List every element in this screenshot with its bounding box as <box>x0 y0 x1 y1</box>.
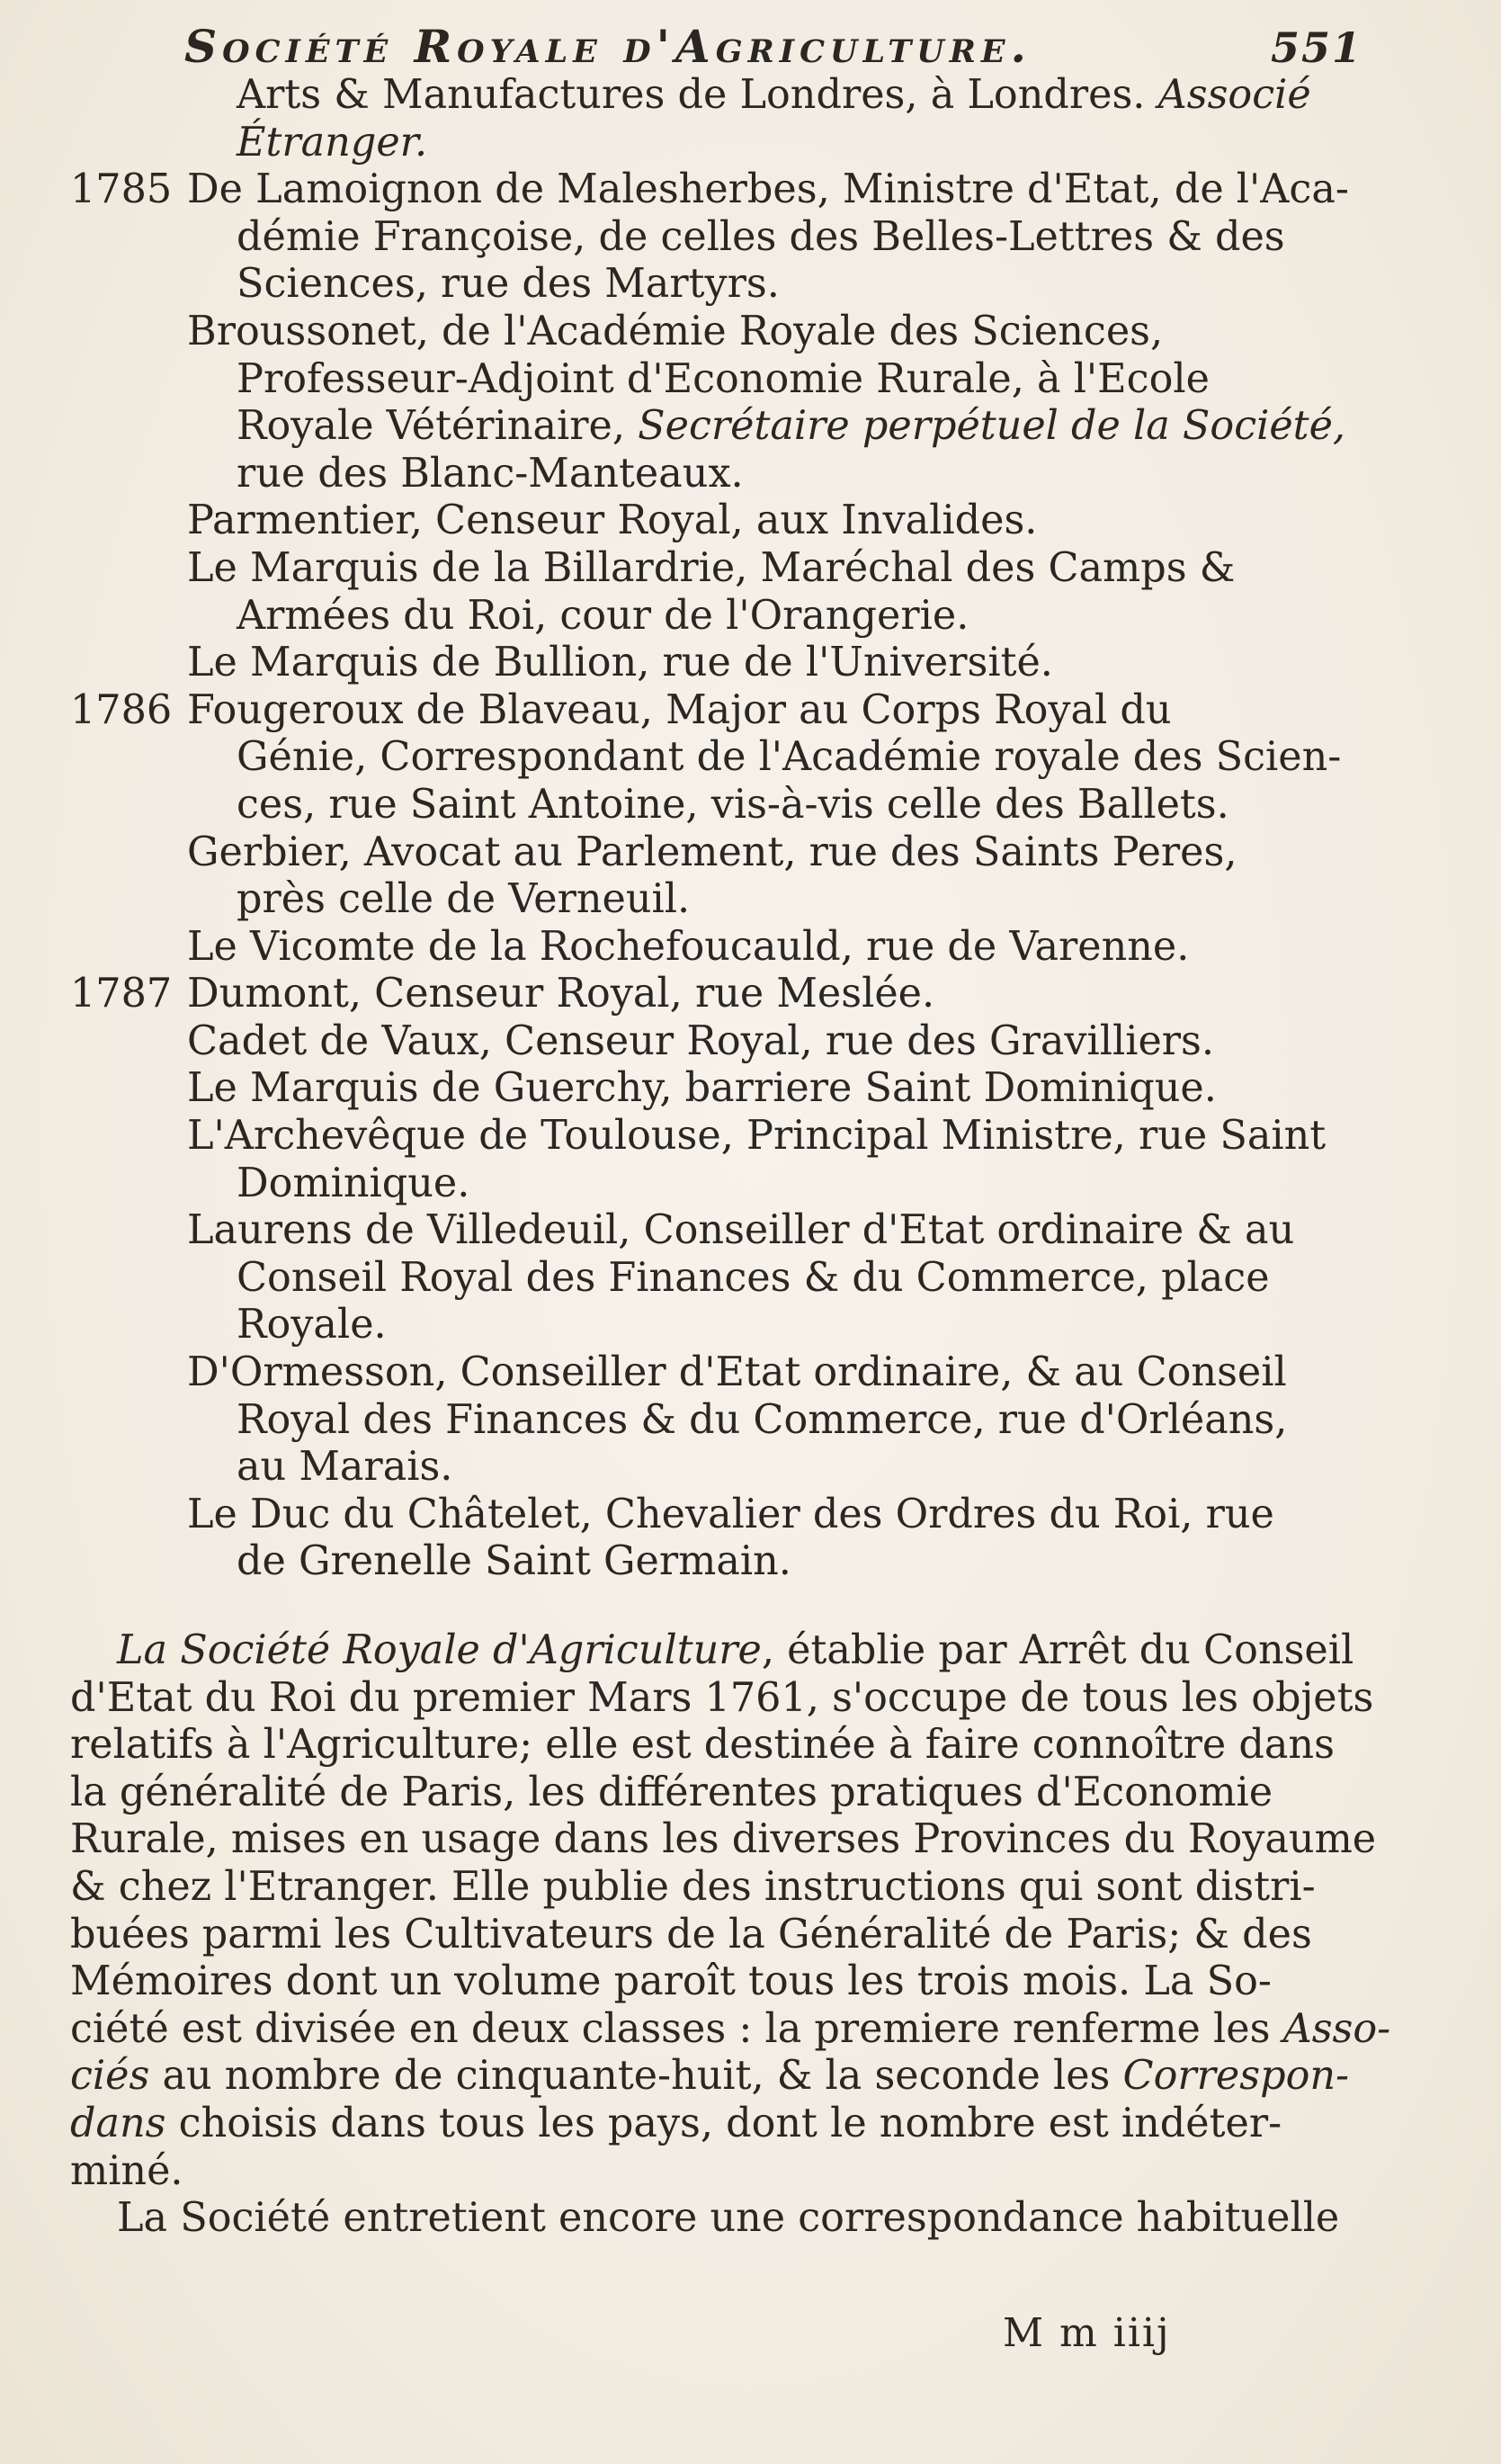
entry-text <box>237 1444 452 1492</box>
entry-text-main: Le Vicomte de la Rochefoucauld, rue de Varenne. <box>187 923 1190 970</box>
entry-text <box>237 356 1210 404</box>
paragraph-text-main: buées parmi les Cultivateurs de la Généralité de Paris; & des <box>70 1911 1312 1958</box>
entry-text-main: Sciences, rue des Martyrs. <box>237 261 780 308</box>
entry-text <box>187 971 934 1018</box>
paragraph-italic-head: ciés <box>70 2053 150 2100</box>
entry-text-main: Arts & Manufactures de Londres, à Londres. <box>237 72 1146 118</box>
paragraph-text <box>70 1722 1335 1770</box>
entry-line <box>70 309 1365 356</box>
paragraph-line <box>70 1674 1374 1723</box>
entry-text <box>237 1397 1287 1445</box>
entry-line <box>70 497 1365 545</box>
entry-text <box>237 1255 1270 1303</box>
entry-line <box>70 640 1365 687</box>
paragraph-text-main: Mémoires dont un volume paroît tous les trois mois. La So- <box>70 1958 1272 2005</box>
entry-text <box>237 120 427 167</box>
entry-line <box>70 545 1365 593</box>
entry-line <box>70 593 1365 641</box>
entry-text-main: Conseil Royal des Finances & du Commerce, place <box>237 1254 1270 1301</box>
paragraph-italic-head: La Société Royale d'Agriculture <box>117 1627 762 1673</box>
entry-line <box>70 403 1365 451</box>
paragraph-text <box>70 1864 1316 1912</box>
entry-text <box>187 1207 1294 1255</box>
entry-text-main: Dumont, Censeur Royal, rue Meslée. <box>187 971 935 1017</box>
entry-text-main: Le Marquis de Bullion, rue de l'Université. <box>187 640 1053 686</box>
entry-line <box>70 261 1365 309</box>
entry-text <box>237 1538 791 1586</box>
paragraph-line <box>70 1770 1365 1817</box>
entry-line <box>70 1065 1365 1113</box>
entry-text <box>187 924 1189 972</box>
entry-text-main: près celle de Verneuil. <box>237 876 691 923</box>
entry-line <box>70 356 1365 404</box>
entry-text <box>237 1160 469 1208</box>
paragraph-line <box>70 2005 1391 2054</box>
entry-text-main: De Lamoignon de Malesherbes, Ministre d'Etat, de l'Aca- <box>187 166 1349 213</box>
entry-text-main: Laurens de Villedeuil, Conseiller d'Etat ordinaire & au <box>187 1207 1295 1254</box>
paragraph-line <box>70 1912 1365 1959</box>
entry-line <box>70 451 1365 498</box>
paragraph-line <box>70 2053 1365 2101</box>
entry-text-main: au Marais. <box>237 1444 453 1491</box>
entry-line <box>70 166 1365 214</box>
entry-text <box>237 593 969 641</box>
entry-text-main: Professeur-Adjoint d'Economie Rurale, à l'Ecole <box>237 355 1210 402</box>
entry-line <box>70 782 1365 829</box>
entry-line <box>70 1113 1365 1160</box>
paragraph-text-main: ciété est divisée en deux classes : la premiere renferme les <box>70 2005 1271 2052</box>
entry-line <box>70 1302 1365 1349</box>
entry-text <box>187 309 1163 356</box>
paragraph-text-main: d'Etat du Roi du premier Mars 1761, s'occupe de tous les objets <box>70 1674 1374 1721</box>
entry-line <box>70 120 1365 167</box>
entry-line <box>70 1538 1365 1586</box>
entry-text <box>237 214 1285 262</box>
paragraph-italic-head: dans <box>70 2100 166 2146</box>
paragraph-text <box>70 2148 183 2196</box>
paragraph-text <box>70 1958 1272 2006</box>
entry-text <box>187 687 1172 735</box>
entry-line <box>70 1444 1365 1492</box>
entry-text-main: Broussonet, de l'Académie Royale des Sciences, <box>187 308 1164 354</box>
entry-text-main: rue des Blanc-Manteaux. <box>237 450 744 497</box>
entry-line <box>70 1349 1365 1397</box>
entry-line <box>70 72 1365 120</box>
paragraph-text-main: au nombre de cinquante-huit, & la seconde les <box>149 2053 1111 2100</box>
paragraph-line <box>70 1958 1365 2006</box>
entry-text-main: Armées du Roi, cour de l'Orangerie. <box>237 592 969 639</box>
signature-mark: M m iiij <box>1003 2310 1171 2356</box>
entry-text <box>237 403 1345 451</box>
paragraph-text <box>70 2101 1282 2148</box>
entry-line <box>70 1492 1365 1539</box>
paragraph-line <box>70 2148 1365 2196</box>
entry-line <box>70 971 1365 1018</box>
entry-text <box>187 1349 1287 1397</box>
entry-text <box>187 545 1235 593</box>
paragraph-line <box>70 2195 1365 2243</box>
paragraph-text <box>117 1627 1354 1675</box>
paragraph-italic-tail: Correspon- <box>1122 2053 1350 2100</box>
paragraph-text <box>70 1912 1312 1959</box>
paragraph-text-main: La Société entretient encore une correspondance habituelle <box>117 2195 1340 2242</box>
entry-line <box>70 1160 1365 1208</box>
entry-text-main: Parmentier, Censeur Royal, aux Invalides. <box>187 497 1038 544</box>
entry-line <box>70 687 1365 735</box>
entry-line <box>70 1018 1365 1066</box>
entry-text <box>237 1302 387 1349</box>
entry-text <box>187 1065 1217 1113</box>
entry-line <box>70 1207 1365 1255</box>
entry-text <box>187 829 1237 877</box>
entry-text-main: L'Archevêque de Toulouse, Principal Ministre, rue Saint <box>187 1113 1327 1160</box>
entry-text-main: Le Marquis de Guerchy, barriere Saint Dominique. <box>187 1065 1217 1112</box>
page-number: 551 <box>1270 23 1363 72</box>
paragraph-line <box>70 1864 1365 1912</box>
paragraph-line <box>70 1627 1365 1675</box>
entry-year: 1786 <box>70 686 173 733</box>
paragraph-line <box>70 2101 1365 2148</box>
entry-text-italic: Associé <box>1157 72 1311 118</box>
paragraph-text <box>70 1770 1273 1817</box>
paragraph-text <box>117 2195 1339 2243</box>
entry-text-main: Royal des Finances & du Commerce, rue d'Orléans, <box>237 1396 1288 1443</box>
entry-text-main: Le Marquis de la Billardrie, Maréchal des Camps & <box>187 544 1236 591</box>
paragraph-line <box>70 1722 1365 1770</box>
paragraph-text-main: & chez l'Etranger. Elle publie des instructions qui sont distri- <box>70 1863 1316 1910</box>
entry-text-main: Fougeroux de Blaveau, Major au Corps Royal du <box>187 686 1172 733</box>
paragraph-text-main: , établie par Arrêt du Conseil <box>761 1627 1354 1673</box>
entry-text <box>187 497 1037 545</box>
paragraph-text-main: miné. <box>70 2147 183 2194</box>
paragraph-text-main: Rurale, mises en usage dans les diverses Provinces du Royaume <box>70 1816 1377 1863</box>
entry-text <box>237 734 1341 782</box>
entry-text <box>187 1018 1214 1066</box>
entry-line <box>70 734 1365 782</box>
entry-text <box>237 72 1311 120</box>
entry-text-main: démie Françoise, de celles des Belles-Lettres & des <box>237 213 1285 260</box>
entry-text-main: ces, rue Saint Antoine, vis-à-vis celle des Ballets. <box>237 781 1229 828</box>
entry-text <box>237 782 1229 829</box>
entry-line <box>70 1255 1365 1303</box>
paragraph-line <box>70 1816 1377 1864</box>
entry-line <box>70 214 1365 262</box>
entry-text-main: Le Duc du Châtelet, Chevalier des Ordres du Roi, rue <box>187 1491 1274 1537</box>
entry-line <box>70 829 1365 877</box>
entry-text <box>187 1492 1274 1539</box>
entry-text-main: Cadet de Vaux, Censeur Royal, rue des Gravilliers. <box>187 1017 1215 1064</box>
entry-text-main: Génie, Correspondant de l'Académie royale des Scien- <box>237 734 1342 781</box>
paragraph-text-main: choisis dans tous les pays, dont le nombre est indéter- <box>165 2100 1282 2146</box>
entry-text-main: Dominique. <box>237 1160 470 1206</box>
paragraph-text <box>70 2053 1349 2101</box>
entry-text-italic: Secrétaire perpétuel de la Société, <box>638 403 1346 450</box>
paragraph-text <box>70 1816 1376 1864</box>
entry-text-main: Gerbier, Avocat au Parlement, rue des Saints Peres, <box>187 829 1237 875</box>
member-list <box>70 72 1391 2243</box>
paragraph-text-main: la généralité de Paris, les différentes pratiques d'Economie <box>70 1769 1273 1815</box>
entry-text <box>187 166 1349 214</box>
entry-text <box>237 261 780 309</box>
section-gap <box>70 1586 1365 1627</box>
entry-line <box>70 924 1365 972</box>
entry-text-main: D'Ormesson, Conseiller d'Etat ordinaire, & au Conseil <box>187 1349 1287 1396</box>
entry-text-main: Royale. <box>237 1302 387 1348</box>
entry-text-italic: Étranger. <box>237 119 428 166</box>
paragraph-text <box>70 2006 1390 2054</box>
entry-text <box>187 1113 1326 1160</box>
paragraph-text-main: relatifs à l'Agriculture; elle est destinée à faire connoître dans <box>70 1722 1335 1769</box>
entry-text-main: de Grenelle Saint Germain. <box>237 1538 791 1585</box>
paragraph-text <box>70 1675 1373 1723</box>
entry-year: 1785 <box>70 166 173 213</box>
running-head-title: Société Royale d'Agriculture. <box>184 20 1032 73</box>
entry-text <box>187 640 1053 687</box>
entry-text <box>237 876 690 924</box>
entry-line <box>70 876 1365 924</box>
paragraph-italic-tail: Asso- <box>1282 2005 1391 2052</box>
entry-year: 1787 <box>70 971 173 1017</box>
entry-text-main: Royale Vétérinaire, <box>237 403 625 450</box>
entry-text <box>237 451 744 498</box>
entry-line <box>70 1397 1365 1445</box>
